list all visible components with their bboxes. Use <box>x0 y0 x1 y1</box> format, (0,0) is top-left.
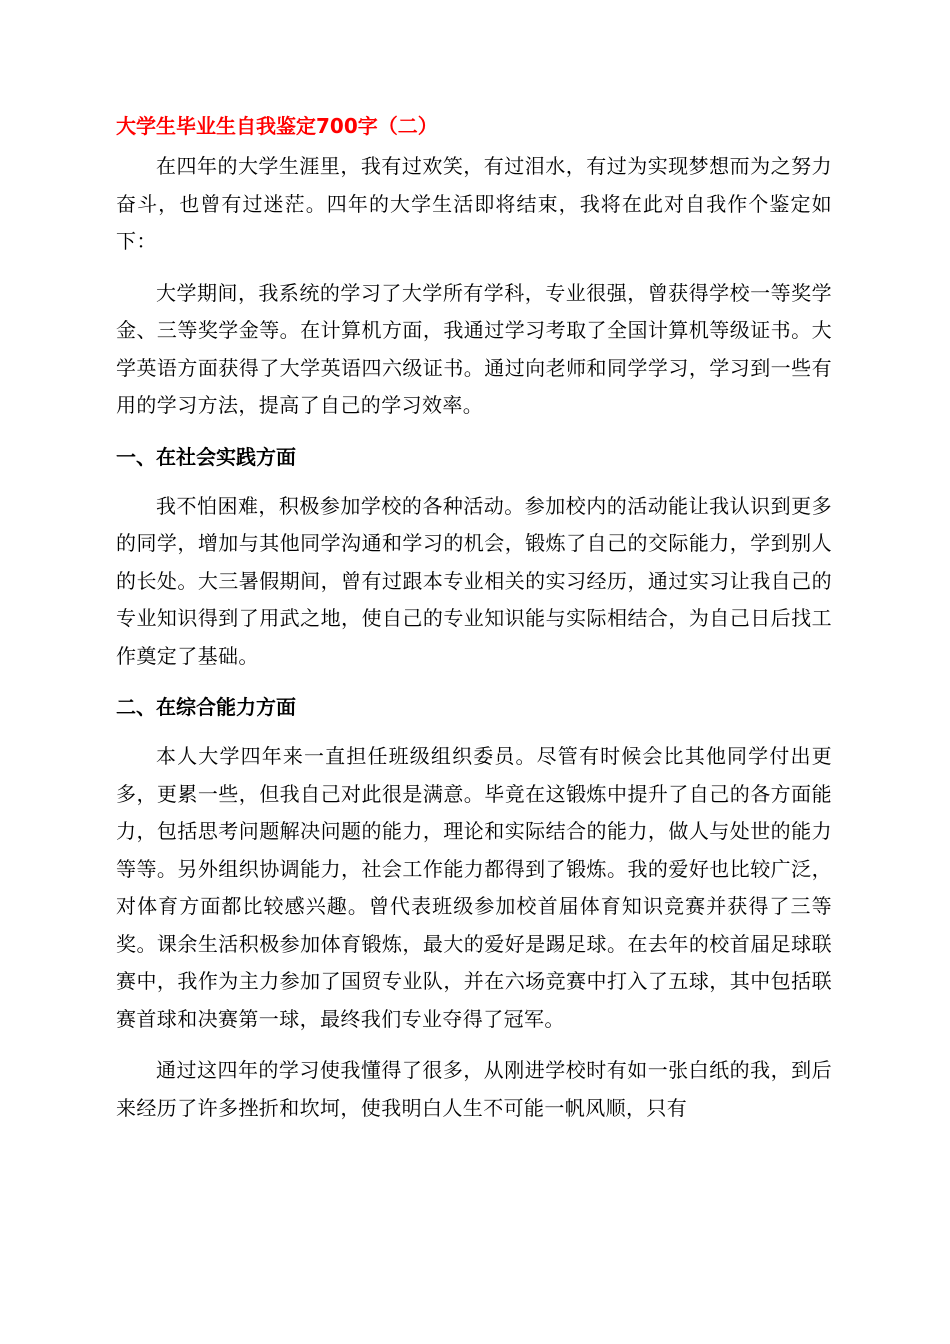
section-heading-social-practice: 一、在社会实践方面 <box>116 444 296 469</box>
document-title: 大学生毕业生自我鉴定700字（二） <box>116 114 438 138</box>
section-body-social-practice: 我不怕困难，积极参加学校的各种活动。参加校内的活动能让我认识到更多的同学，增加与其他同学沟通和学习的机会，锻炼了自己的交际能力，学到别人的长处。大三暑假期间，曾有过跟本专业相关的实习经历，通过实习让我自己的专业知识得到了用武之地，使自己的专业知识能与实际相结合，为自己日后找工作奠定了基础。 <box>116 493 832 668</box>
section-body-comprehensive-ability: 本人大学四年来一直担任班级组织委员。尽管有时候会比其他同学付出更多，更累一些，但我自己对此很是满意。毕竟在这锻炼中提升了自己的各方面能力，包括思考问题解决问题的能力，理论和实际结合的能力，做人与处世的能力等等。另外组织协调能力，社会工作能力都得到了锻炼。我的爱好也比较广泛，对体育方面都比较感兴趣。曾代表班级参加校首届体育知识竞赛并获得了三等奖。课余生活积极参加体育锻炼，最大的爱好是踢足球。在去年的校首届足球联赛中，我作为主力参加了国贸专业队，并在六场竞赛中打入了五球，其中包括联赛首球和决赛第一球，最终我们专业夺得了冠军。 <box>116 744 832 1031</box>
closing-paragraph: 通过这四年的学习使我懂得了很多，从刚进学校时有如一张白纸的我，到后来经历了许多挫折和坎坷，使我明白人生不可能一帆风顺，只有 <box>116 1058 832 1120</box>
section-heading-comprehensive-ability: 二、在综合能力方面 <box>116 695 296 719</box>
study-paragraph: 大学期间，我系统的学习了大学所有学科，专业很强，曾获得学校一等奖学金、三等奖学金等。在计算机方面，我通过学习考取了全国计算机等级证书。大学英语方面获得了大学英语四六级证书。通过向老师和同学学习，学习到一些有用的学习方法，提高了自己的学习效率。 <box>116 280 832 417</box>
document-body <box>116 112 832 1141</box>
intro-paragraph: 在四年的大学生涯里，我有过欢笑，有过泪水，有过为实现梦想而为之努力奋斗，也曾有过迷茫。四年的大学生活即将结束，我将在此对自我作个鉴定如下： <box>116 154 832 253</box>
